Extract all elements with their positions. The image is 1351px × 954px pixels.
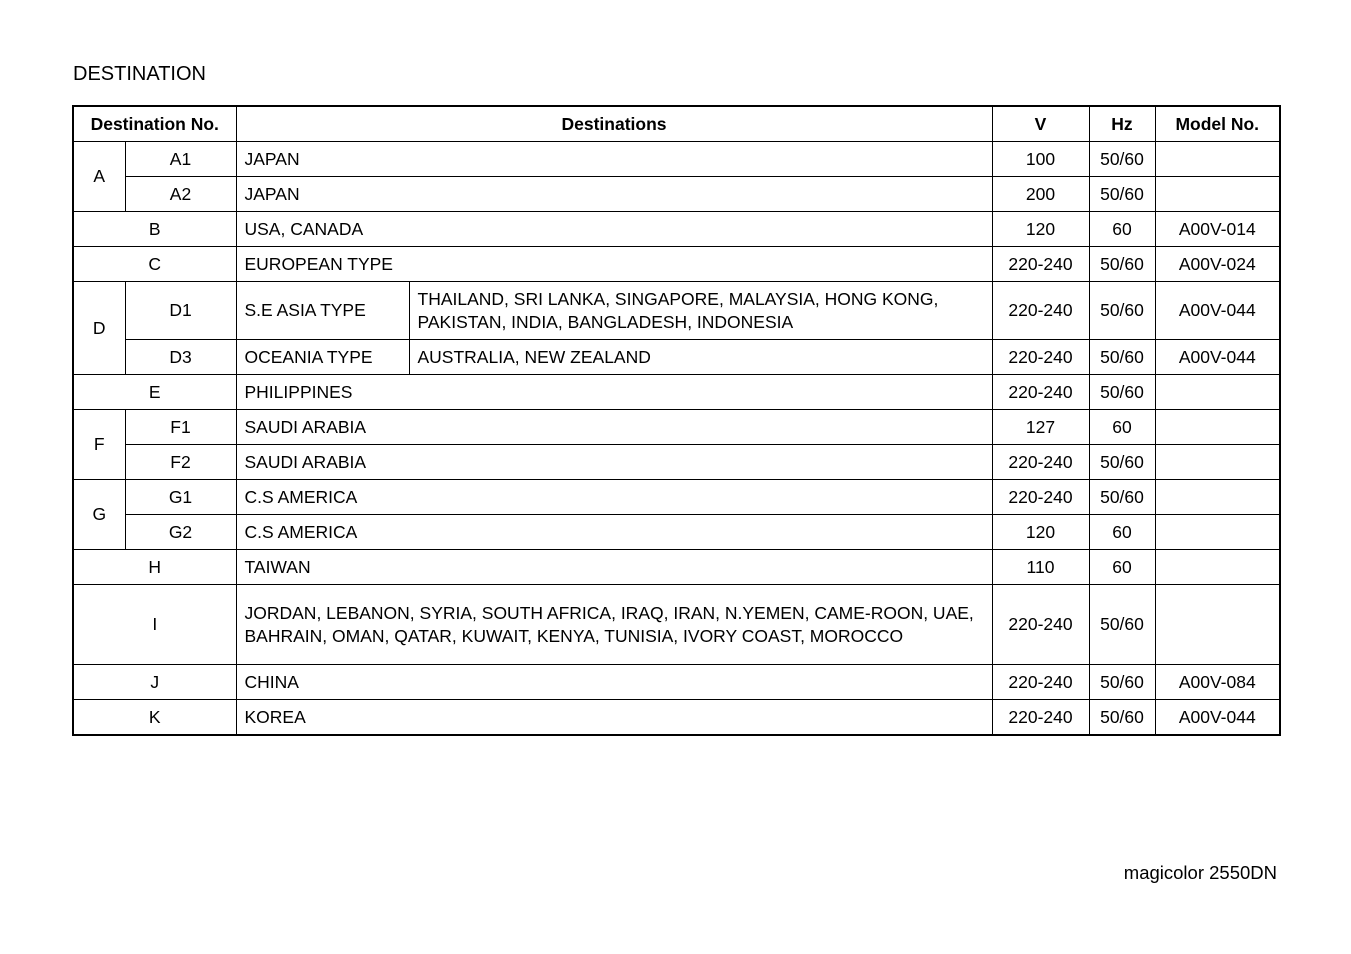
destination-cell: JAPAN	[236, 177, 992, 212]
voltage-cell: 220-240	[992, 340, 1089, 375]
table-row	[73, 700, 1280, 736]
model-cell: A00V-084	[1155, 665, 1280, 700]
table-row	[73, 480, 1280, 515]
code-cell: J	[73, 665, 236, 700]
destination-cell: PHILIPPINES	[236, 375, 992, 410]
hz-cell: 50/60	[1089, 177, 1155, 212]
voltage-cell: 220-240	[992, 585, 1089, 665]
code-cell: C	[73, 247, 236, 282]
code-cell: A2	[125, 177, 236, 212]
voltage-cell: 110	[992, 550, 1089, 585]
code-cell: G2	[125, 515, 236, 550]
destination-cell: USA, CANADA	[236, 212, 992, 247]
voltage-cell: 120	[992, 212, 1089, 247]
header-destinations: Destinations	[236, 106, 992, 142]
model-cell	[1155, 177, 1280, 212]
destination-cell: C.S AMERICA	[236, 515, 992, 550]
model-cell: A00V-044	[1155, 340, 1280, 375]
hz-cell: 50/60	[1089, 340, 1155, 375]
table-row	[73, 340, 1280, 375]
table-row	[73, 142, 1280, 177]
hz-cell: 50/60	[1089, 375, 1155, 410]
model-cell	[1155, 550, 1280, 585]
destination-type-cell: OCEANIA TYPE	[236, 340, 409, 375]
model-cell	[1155, 445, 1280, 480]
table-row	[73, 247, 1280, 282]
voltage-cell: 127	[992, 410, 1089, 445]
code-cell: F2	[125, 445, 236, 480]
code-cell: A1	[125, 142, 236, 177]
destination-cell: JAPAN	[236, 142, 992, 177]
hz-cell: 50/60	[1089, 247, 1155, 282]
header-hz: Hz	[1089, 106, 1155, 142]
code-cell: I	[73, 585, 236, 665]
countries-cell: THAILAND, SRI LANKA, SINGAPORE, MALAYSIA, HONG KONG, PAKISTAN, INDIA, BANGLADESH, INDONESIA	[409, 282, 992, 340]
destination-cell: SAUDI ARABIA	[236, 410, 992, 445]
code-cell: G1	[125, 480, 236, 515]
table-row	[73, 515, 1280, 550]
group-cell: A	[73, 142, 125, 212]
hz-cell: 60	[1089, 212, 1155, 247]
model-cell	[1155, 410, 1280, 445]
voltage-cell: 220-240	[992, 445, 1089, 480]
model-cell	[1155, 142, 1280, 177]
table-row	[73, 410, 1280, 445]
voltage-cell: 200	[992, 177, 1089, 212]
group-cell: G	[73, 480, 125, 550]
hz-cell: 50/60	[1089, 282, 1155, 340]
hz-cell: 50/60	[1089, 585, 1155, 665]
voltage-cell: 100	[992, 142, 1089, 177]
page-title: DESTINATION	[73, 63, 206, 85]
table-header-row	[73, 106, 1280, 142]
header-model-no: Model No.	[1155, 106, 1280, 142]
code-cell: K	[73, 700, 236, 736]
table-row	[73, 585, 1280, 665]
table-row	[73, 445, 1280, 480]
hz-cell: 50/60	[1089, 480, 1155, 515]
model-cell: A00V-024	[1155, 247, 1280, 282]
model-cell: A00V-044	[1155, 700, 1280, 736]
group-cell: F	[73, 410, 125, 480]
voltage-cell: 120	[992, 515, 1089, 550]
table-row	[73, 665, 1280, 700]
model-cell	[1155, 480, 1280, 515]
destination-cell: CHINA	[236, 665, 992, 700]
voltage-cell: 220-240	[992, 665, 1089, 700]
hz-cell: 50/60	[1089, 700, 1155, 736]
countries-cell: AUSTRALIA, NEW ZEALAND	[409, 340, 992, 375]
code-cell: D3	[125, 340, 236, 375]
destination-cell: KOREA	[236, 700, 992, 736]
table-row	[73, 375, 1280, 410]
destination-table	[72, 105, 1281, 736]
model-cell	[1155, 515, 1280, 550]
destination-type-cell: S.E ASIA TYPE	[236, 282, 409, 340]
code-cell: F1	[125, 410, 236, 445]
code-cell: H	[73, 550, 236, 585]
hz-cell: 50/60	[1089, 445, 1155, 480]
hz-cell: 60	[1089, 550, 1155, 585]
voltage-cell: 220-240	[992, 480, 1089, 515]
footer-model-name: magicolor 2550DN	[1123, 862, 1277, 883]
hz-cell: 50/60	[1089, 665, 1155, 700]
model-cell: A00V-014	[1155, 212, 1280, 247]
code-cell: E	[73, 375, 236, 410]
table-row	[73, 282, 1280, 340]
destination-cell: C.S AMERICA	[236, 480, 992, 515]
destination-cell: JORDAN, LEBANON, SYRIA, SOUTH AFRICA, IRAQ, IRAN, N.YEMEN, CAME-ROON, UAE, BAHRAIN, OMAN, QATAR, KUWAIT, KENYA, TUNISIA, IVORY COAST, MOROCCO	[236, 585, 992, 665]
model-cell: A00V-044	[1155, 282, 1280, 340]
table-row	[73, 212, 1280, 247]
hz-cell: 50/60	[1089, 142, 1155, 177]
model-cell	[1155, 375, 1280, 410]
voltage-cell: 220-240	[992, 247, 1089, 282]
hz-cell: 60	[1089, 410, 1155, 445]
header-v: V	[992, 106, 1089, 142]
destination-cell: TAIWAN	[236, 550, 992, 585]
code-cell: D1	[125, 282, 236, 340]
hz-cell: 60	[1089, 515, 1155, 550]
code-cell: B	[73, 212, 236, 247]
voltage-cell: 220-240	[992, 282, 1089, 340]
destination-cell: SAUDI ARABIA	[236, 445, 992, 480]
voltage-cell: 220-240	[992, 375, 1089, 410]
group-cell: D	[73, 282, 125, 375]
header-destination-no: Destination No.	[73, 106, 236, 142]
table-row	[73, 177, 1280, 212]
table-row	[73, 550, 1280, 585]
destination-cell: EUROPEAN TYPE	[236, 247, 992, 282]
voltage-cell: 220-240	[992, 700, 1089, 736]
model-cell	[1155, 585, 1280, 665]
